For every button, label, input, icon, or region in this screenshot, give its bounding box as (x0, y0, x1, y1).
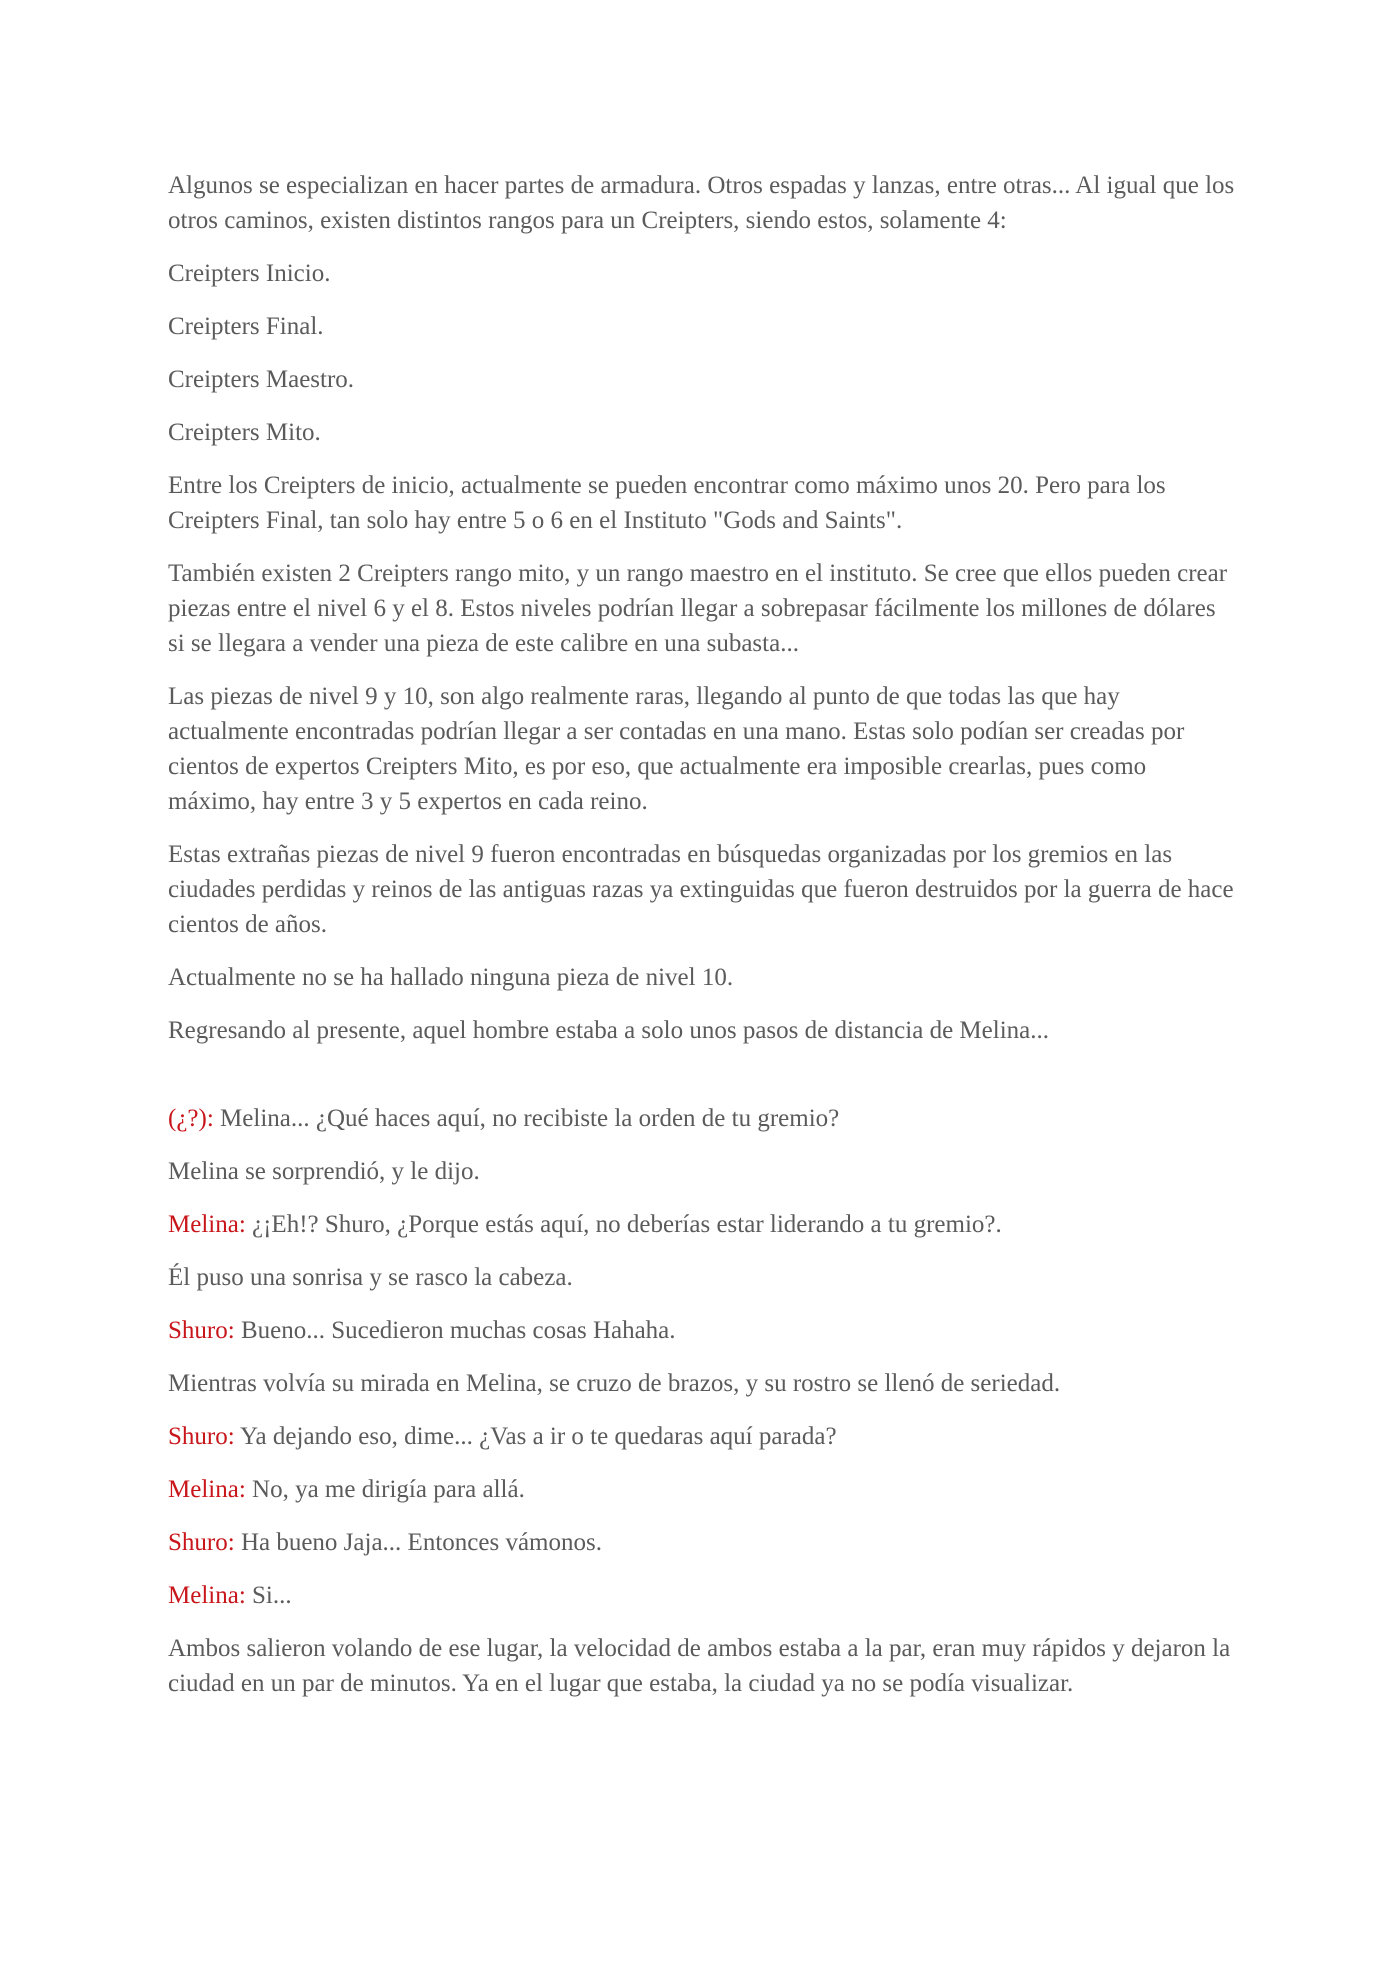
narration-line (168, 1366, 1238, 1401)
paragraph: Creipters Final. (168, 313, 324, 340)
dialogue-line (168, 1525, 1238, 1560)
dialogue-line (168, 1578, 1238, 1613)
dialogue-line (168, 1313, 1238, 1348)
paragraph: Actualmente no se ha hallado ninguna pieza de nivel 10. (168, 964, 734, 991)
dialogue-text: Él puso una sonrisa y se rasco la cabeza. (168, 1264, 573, 1291)
speaker-label: Melina: (168, 1476, 246, 1503)
paragraph: Creipters Mito. (168, 419, 321, 446)
paragraph: Entre los Creipters de inicio, actualmente se pueden encontrar como máximo unos 20. Pero para los Creipters Final, tan solo hay entre 5 o 6 en el Instituto "Gods and Saints". (168, 472, 1166, 534)
dialogue-text: Ya dejando eso, dime... ¿Vas a ir o te quedaras aquí parada? (234, 1423, 837, 1450)
dialogue-text: Melina se sorprendió, y le dijo. (168, 1158, 480, 1185)
dialogue-text: No, ya me dirigía para allá. (245, 1476, 525, 1503)
speaker-label: Melina: (168, 1211, 246, 1238)
dialogue-line (168, 1419, 1238, 1454)
dialogue-text: Ha bueno Jaja... Entonces vámonos. (234, 1529, 602, 1556)
paragraph: También existen 2 Creipters rango mito, y un rango maestro en el instituto. Se cree que ellos pueden crear piezas entre el nivel 6 y el 8. Estos niveles podrían llegar a sobrepasar fácilmente los millones de dólares si se llegara a vender una pieza de este calibre en una subasta... (168, 560, 1228, 657)
paragraph: Estas extrañas piezas de nivel 9 fueron encontradas en búsquedas organizadas por los gremios en las ciudades perdidas y reinos de las antiguas razas ya extinguidas que fueron destruidos por la guerra de hace cientos de años. (168, 841, 1234, 938)
dialogue-line (168, 1472, 1238, 1507)
speaker-label: Shuro: (168, 1423, 235, 1450)
paragraph: Creipters Inicio. (168, 260, 331, 287)
section-gap (168, 1066, 1238, 1101)
narration-line (168, 1154, 1238, 1189)
speaker-label: (¿?): (168, 1105, 214, 1132)
speaker-label: Melina: (168, 1582, 246, 1609)
dialogue-text: Mientras volvía su mirada en Melina, se cruzo de brazos, y su rostro se llenó de seriedad. (168, 1370, 1061, 1397)
narration-line (168, 1260, 1238, 1295)
paragraph: Regresando al presente, aquel hombre estaba a solo unos pasos de distancia de Melina... (168, 1017, 1049, 1044)
dialogue-text: Ambos salieron volando de ese lugar, la velocidad de ambos estaba a la par, eran muy rápidos y dejaron la ciudad en un par de minutos. Ya en el lugar que estaba, la ciudad ya no se podía visualizar. (168, 1635, 1231, 1697)
narration-line (168, 1631, 1238, 1701)
dialogue-line (168, 1207, 1238, 1242)
dialogue-text: Bueno... Sucedieron muchas cosas Hahaha. (234, 1317, 676, 1344)
speaker-label: Shuro: (168, 1529, 235, 1556)
speaker-label: Shuro: (168, 1317, 235, 1344)
dialogue-text: Si... (245, 1582, 292, 1609)
paragraph: Algunos se especializan en hacer partes de armadura. Otros espadas y lanzas, entre otras... Al igual que los otros caminos, existen distintos rangos para un Creipters, siendo estos, solamente 4: (168, 172, 1235, 234)
paragraph: Creipters Maestro. (168, 366, 355, 393)
document-page (168, 168, 1238, 1719)
dialogue-line (168, 1101, 1238, 1136)
paragraph: Las piezas de nivel 9 y 10, son algo realmente raras, llegando al punto de que todas las que hay actualmente encontradas podrían llegar a ser contadas en una mano. Estas solo podían ser creadas por cientos de expertos Creipters Mito, es por eso, que actualmente era imposible crearlas, pues como máximo, hay entre 3 y 5 expertos en cada reino. (168, 683, 1185, 815)
dialogue-text: ¿¡Eh!? Shuro, ¿Porque estás aquí, no deberías estar liderando a tu gremio?. (245, 1211, 1002, 1238)
dialogue-text: Melina... ¿Qué haces aquí, no recibiste la orden de tu gremio? (213, 1105, 840, 1132)
